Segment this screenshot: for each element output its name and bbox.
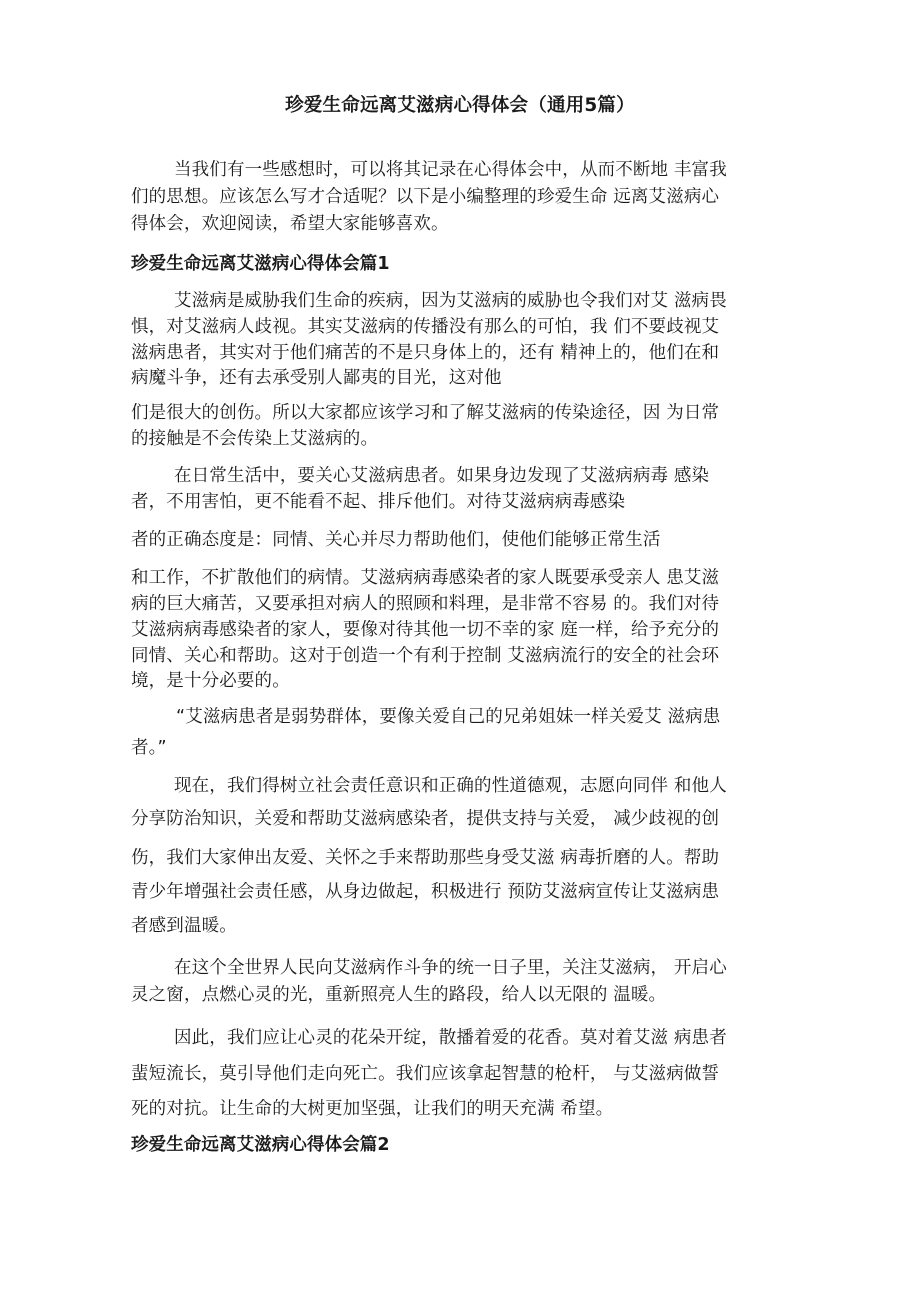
text-line: 们的思想。应该怎么写才合适呢？以下是小编整理的珍爱生命 远离艾滋病心 (131, 187, 720, 207)
text-line: 在这个全世界人民向艾滋病作斗争的统一日子里，关注艾滋病， 开启心 (174, 958, 727, 978)
text-line: 惧，对艾滋病人歧视。其实艾滋病的传播没有那么的可怕，我 们不要歧视艾 (131, 317, 720, 337)
text-line: 者，不用害怕，更不能看不起、排斥他们。对待艾滋病病毒感染 (131, 492, 626, 512)
text-line: 艾滋病是威胁我们生命的疾病，因为艾滋病的威胁也令我们对艾 滋病畏 (174, 291, 727, 311)
text-line: 境，是十分必要的。 (131, 671, 290, 691)
text-line: 们是很大的创伤。所以大家都应该学习和了解艾滋病的传染途径，因 为日常 (131, 403, 720, 423)
text-line: “艾滋病患者是弱势群体，要像关爱自己的兄弟姐妹一样关爱艾 滋病患 (176, 707, 721, 727)
text-line: 病魔斗争，还有去承受别人鄙夷的目光，这对他 (131, 368, 502, 388)
text-line: 当我们有一些感想时，可以将其记录在心得体会中，从而不断地 丰富我 (174, 160, 727, 180)
text-line: 蜚短流长，莫引导他们走向死亡。我们应该拿起智慧的枪杆， 与艾滋病做誓 (131, 1064, 720, 1084)
text-line: 现在，我们得树立社会责任意识和正确的性道德观，志愿向同伴 和他人 (174, 776, 727, 796)
text-line: 的接触是不会传染上艾滋病的。 (131, 429, 379, 449)
text-line: 死的对抗。让生命的大树更加坚强，让我们的明天充满 希望。 (131, 1099, 614, 1119)
text-line: 得体会，欢迎阅读，希望大家能够喜欢。 (131, 214, 449, 234)
text-line: 病的巨大痛苦，又要承担对病人的照顾和料理，是非常不容易 的。我们对待 (131, 594, 720, 614)
section-heading-2: 珍爱生命远离艾滋病心得体会篇2 (131, 1135, 390, 1155)
text-line: 滋病患者，其实对于他们痛苦的不是只身体上的，还有 精神上的，他们在和 (131, 343, 720, 363)
text-line: 者。” (131, 738, 167, 758)
document-title: 珍爱生命远离艾滋病心得体会（通用5篇） (285, 95, 635, 116)
text-line: 青少年增强社会责任感，从身边做起，积极进行 预防艾滋病宣传让艾滋病患 (131, 882, 720, 902)
text-line: 和工作，不扩散他们的病情。艾滋病病毒感染者的家人既要承受亲人 患艾滋 (131, 568, 720, 588)
text-line: 分享防治知识，关爱和帮助艾滋病感染者，提供支持与关爱， 减少歧视的创 (131, 809, 720, 829)
text-line: 在日常生活中，要关心艾滋病患者。如果身边发现了艾滋病病毒 感染 (174, 466, 710, 486)
text-line: 因此，我们应让心灵的花朵开绽，散播着爱的花香。莫对着艾滋 病患者 (174, 1028, 727, 1048)
text-line: 者感到温暖。 (131, 916, 237, 936)
text-line: 伤，我们大家伸出友爱、关怀之手来帮助那些身受艾滋 病毒折磨的人。帮助 (131, 848, 720, 868)
text-line: 艾滋病病毒感染者的家人，要像对待其他一切不幸的家 庭一样，给予充分的 (131, 620, 720, 640)
text-line: 同情、关心和帮助。这对于创造一个有利于控制 艾滋病流行的安全的社会环 (131, 646, 720, 666)
text-line: 灵之窗，点燃心灵的光，重新照亮人生的路段，给人以无限的 温暖。 (131, 985, 667, 1005)
text-line: 者的正确态度是：同情、关心并尽力帮助他们，使他们能够正常生活 (131, 530, 661, 550)
section-heading-1: 珍爱生命远离艾滋病心得体会篇1 (131, 254, 390, 274)
